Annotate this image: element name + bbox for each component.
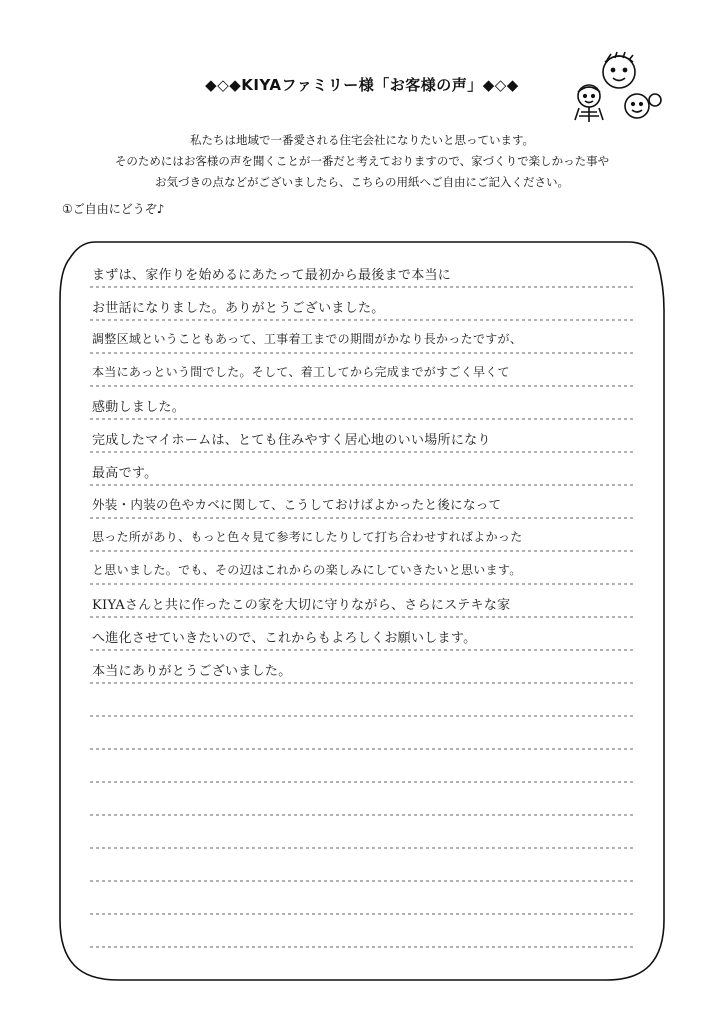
handwritten-line: 完成したマイホームは、とても住みやすく居心地のいい場所になり [92,433,491,448]
intro-line: お気づきの点などがございましたら、こちらの用紙へご自由にご記入ください。 [155,175,569,189]
handwritten-line: 思った所があり、もっと色々見て参考にしたりして打ち合わせすればよかった [92,530,523,544]
handwritten-line: 調整区域ということもあって、工事着工までの期間がかなり長かったですが、 [92,332,523,346]
handwritten-line: KIYAさんと共に作ったこの家を大切に守りながら、さらにステキな家 [92,598,511,613]
handwritten-line: 本当にあっという間でした。そして、着工してから完成までがすごく早くて [92,365,510,379]
handwritten-line: 感動しました。 [92,400,186,415]
prompt-label: ①ご自由にどうぞ♪ [62,202,165,216]
page-title: ◆◇◆KIYAファミリー様「お客様の声」◆◇◆ [205,76,519,94]
intro-line: 私たちは地域で一番愛される住宅会社になりたいと思っています。 [189,133,535,147]
handwritten-line: まずは、家作りを始めるにあたって最初から最後まで本当に [92,268,452,283]
intro-line: そのためにはお客様の声を聞くことが一番だと考えておりますので、家づくりで楽しかった事や [114,154,610,168]
handwritten-line: 本当にありがとうございました。 [92,664,292,679]
handwritten-line: 最高です。 [92,466,158,481]
handwritten-line: と思いました。でも、その辺はこれからの楽しみにしていきたいと思います。 [92,563,522,577]
handwritten-line: 外装・内装の色やカベに関して、こうしておけばよかったと後になって [92,497,502,512]
handwritten-line: お世話になりました。ありがとうございました。 [92,301,385,316]
handwritten-line: へ進化させていきたいので、これからもよろしくお願いします。 [92,631,477,646]
